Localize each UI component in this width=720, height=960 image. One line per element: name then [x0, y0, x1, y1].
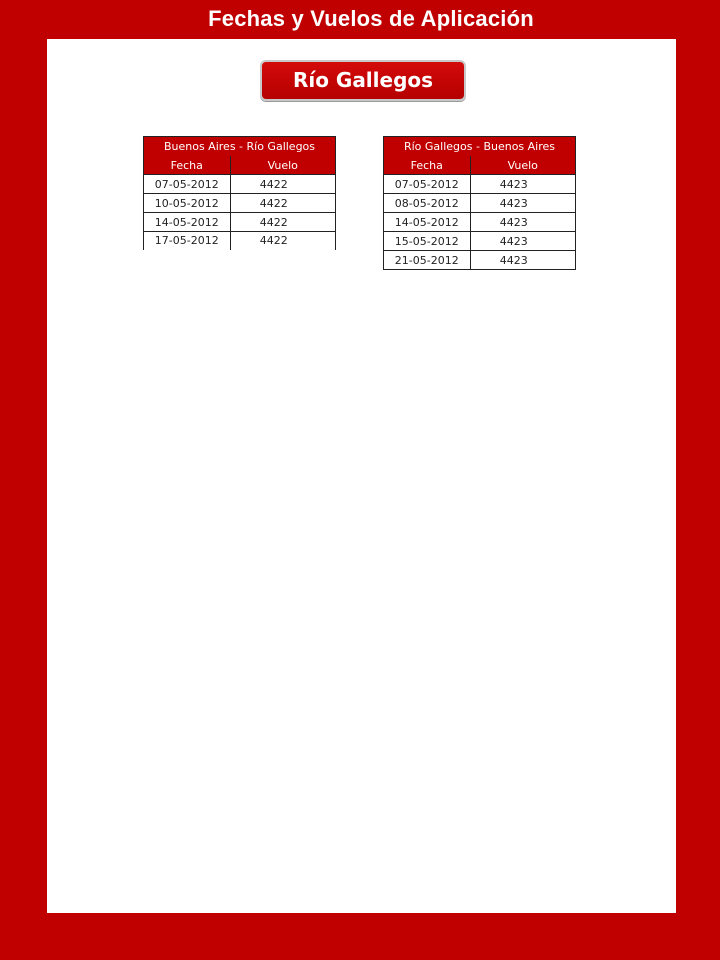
table-row	[384, 175, 576, 194]
city-badge: Río Gallegos	[260, 60, 466, 101]
table-route-title: Río Gallegos - Buenos Aires	[384, 137, 576, 157]
column-header-vuelo: Vuelo	[230, 156, 335, 175]
table-row	[384, 251, 576, 270]
flight-number-cell: 4423	[470, 175, 575, 194]
flight-number-cell: 4423	[470, 232, 575, 251]
column-header-fecha: Fecha	[384, 156, 471, 175]
table-row	[144, 175, 336, 194]
flight-number-cell: 4422	[230, 232, 335, 251]
page-title: Fechas y Vuelos de Aplicación	[208, 6, 534, 31]
date-cell: 15-05-2012	[384, 232, 471, 251]
table-row	[144, 194, 336, 213]
table-row	[144, 232, 336, 251]
flight-number-cell: 4422	[230, 213, 335, 232]
content-panel	[47, 39, 676, 913]
date-cell: 08-05-2012	[384, 194, 471, 213]
date-cell: 14-05-2012	[384, 213, 471, 232]
date-cell: 07-05-2012	[384, 175, 471, 194]
table-route-title: Buenos Aires - Río Gallegos	[144, 137, 336, 157]
flight-table-return	[383, 136, 576, 270]
date-cell: 10-05-2012	[144, 194, 231, 213]
flight-number-cell: 4423	[470, 251, 575, 270]
column-header-fecha: Fecha	[144, 156, 231, 175]
table-row	[384, 232, 576, 251]
date-cell: 07-05-2012	[144, 175, 231, 194]
column-header-vuelo: Vuelo	[470, 156, 575, 175]
table-row	[384, 213, 576, 232]
flight-number-cell: 4423	[470, 194, 575, 213]
date-cell: 17-05-2012	[144, 232, 231, 251]
date-cell: 14-05-2012	[144, 213, 231, 232]
table-row	[384, 194, 576, 213]
flight-number-cell: 4422	[230, 175, 335, 194]
flight-number-cell: 4422	[230, 194, 335, 213]
flight-number-cell: 4423	[470, 213, 575, 232]
flight-table-outbound	[143, 136, 336, 250]
date-cell: 21-05-2012	[384, 251, 471, 270]
table-row	[144, 213, 336, 232]
